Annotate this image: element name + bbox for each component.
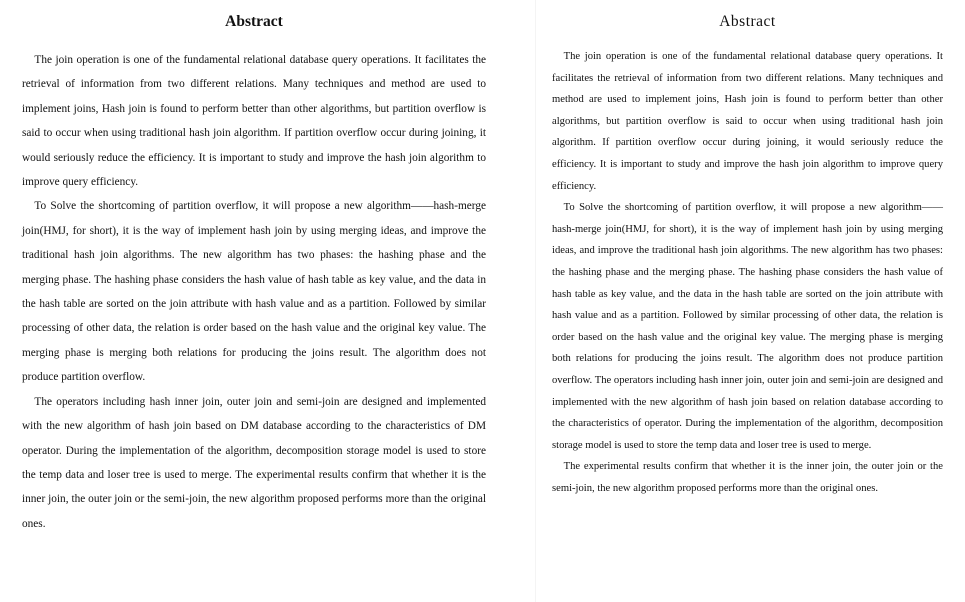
left-paragraph-2: To Solve the shortcoming of partition overflow, it will propose a new algorithm——hash-merge join(HMJ, for short), it is the way of implement hash join by using merging ideas, and improve the traditional hash join algorithms. The new algorithm has two phases: the hashing phase and the merging phase. The hashing phase considers the hash value of hash table as key value, and the data in the hash table are sorted on the join attribute with hash value and as a partition. Followed by similar processing of other data, the relation is order based on the hash value and the original key value. The merging phase is merging both relations for producing the joins result. The algorithm does not produce partition overflow. bbox=[22, 200, 486, 384]
right-paragraph-3: The experimental results confirm that whether it is the inner join, the outer join or the semi-join, the new algorithm proposed performs more than the original ones. bbox=[552, 461, 943, 494]
left-paragraph-3: The operators including hash inner join, outer join and semi-join are designed and implemented with the new algorithm of hash join based on DM database according to the characteristics of DM operator. During the implementation of the algorithm, decomposition storage model is used to store the temp data and loser tree is used to merge. The experimental results confirm that whether it is the inner join, the outer join or the semi-join, the new algorithm proposed performs more than the original ones. bbox=[22, 395, 486, 530]
left-abstract-title: Abstract bbox=[225, 13, 283, 30]
right-abstract-title: Abstract bbox=[719, 13, 776, 30]
right-page bbox=[535, 0, 965, 602]
right-paragraph-1: The join operation is one of the fundamental relational database query operations. It facilitates the retrieval of information from two different relations. Many techniques and method are used to implement joins, Hash join is found to perform better than other algorithms, but partition overflow is said to occur when using traditional hash join algorithm. If partition overflow occur during joining, it would seriously reduce the efficiency. It is important to study and improve the hash join algorithm to improve query efficiency. bbox=[552, 51, 943, 192]
left-paragraph-1: The join operation is one of the fundamental relational database query operations. It facilitates the retrieval of information from two different relations. Many techniques and method are used to implement joins, Hash join is found to perform better than other algorithms, but partition overflow is said to occur when using traditional hash join algorithm. If partition overflow occur during joining, it would seriously reduce the efficiency. It is important to study and improve the hash join algorithm to improve query efficiency. bbox=[22, 54, 486, 189]
right-paragraph-2: To Solve the shortcoming of partition overflow, it will propose a new algorithm——hash-merge join(HMJ, for short), it is the way of implement hash join by using merging ideas, and improve the traditional hash join algorithms. The new algorithm has two phases: the hashing phase and the merging phase. The hashing phase considers the hash value of hash table as key value, and the data in the hash table are sorted on the join attribute with hash value and as a partition. Followed by similar processing of other data, the relation is order based on the hash value and the original key value. The merging phase is merging both relations for producing the joins result. The algorithm does not produce partition overflow. The operators including hash inner join, outer join and semi-join are designed and implemented with the new algorithm of hash join based on relation database according to the characteristics of operator. During the implementation of the algorithm, decomposition storage model is used to store the temp data and loser tree is used to merge. bbox=[552, 202, 943, 451]
